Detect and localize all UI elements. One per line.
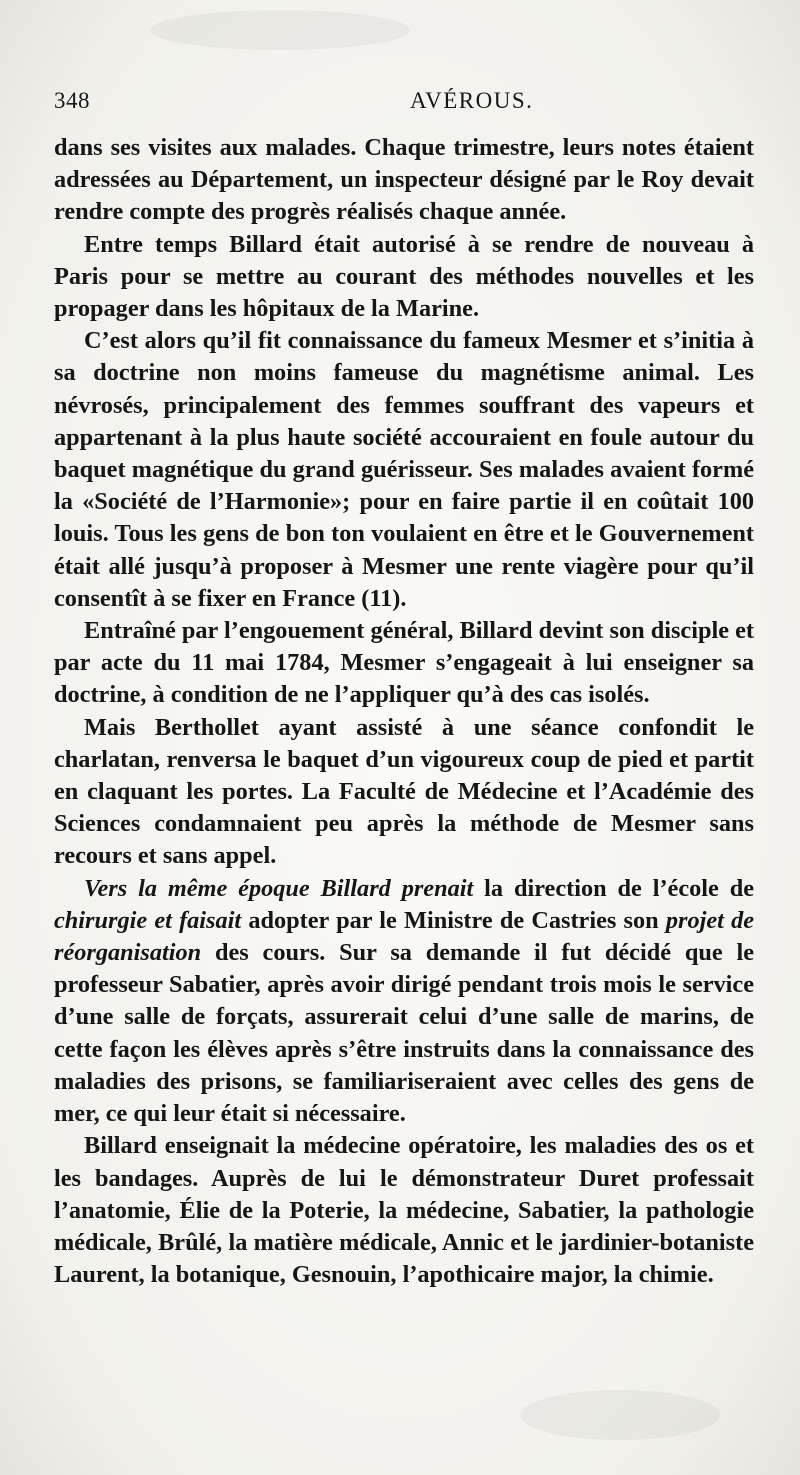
paragraph — [54, 229, 754, 326]
page-number: 348 — [54, 88, 90, 113]
paragraph — [54, 873, 754, 1131]
paragraph-text: dans ses visites aux malades. Chaque trimestre, leurs notes étaient adressées au Département, un inspecteur désigné par le Roy devait rendre compte des progrès réalisés chaque année. — [54, 134, 754, 226]
paragraph-text: des cours. Sur sa demande il fut décidé que le professeur Sabatier, après avoir dirigé pendant trois mois le service d’une salle de forçats, assurerait celui d’une salle de marins, de cette façon les élèves après s’être instruits dans la connaissance des maladies des prisons, se familiariseraient avec celles des gens de mer, ce qui leur était si nécessaire. — [54, 939, 754, 1128]
running-head: AVÉROUS. — [410, 88, 534, 113]
paper-stain — [150, 10, 410, 50]
body-text — [54, 132, 754, 1291]
paragraph-text: adopter par le Ministre de Castries son — [241, 906, 666, 934]
italic-text: chirurgie et faisait — [54, 906, 242, 934]
paragraph — [54, 712, 754, 873]
paper-stain — [520, 1390, 720, 1440]
paragraph — [54, 325, 754, 615]
paragraph — [54, 615, 754, 712]
paragraph-text: Entre temps Billard était autorisé à se rendre de nouveau à Paris pour se mettre au courant des méthodes nouvelles et les propager dans les hôpitaux de la Marine. — [54, 230, 754, 323]
italic-text: Vers la même époque Billard prenait — [84, 874, 474, 902]
paragraph-text: la direction de l’école de — [473, 874, 754, 902]
paragraph-text: C’est alors qu’il fit connaissance du fameux Mesmer et s’initia à sa doctrine non moins fameuse du magnétisme animal. Les névrosés, principalement des femmes souffrant des vapeurs et appartenant à la plus haute société accouraient en foule autour du baquet magnétique du grand guérisseur. Ses malades avaient formé la «Société de l’Harmonie»; pour en faire partie il en coûtait 100 louis. Tous les gens de bon ton voulaient en être et le Gouvernement était allé jusqu’à proposer à Mesmer une rente viagère pour qu’il consentît à se fixer en France (11). — [54, 327, 754, 612]
italic-text: projet de réorganisation — [54, 906, 755, 967]
paragraph-text: Entraîné par l’engouement général, Billard devint son disciple et par acte du 11 mai 1784, Mesmer s’engageait à lui enseigner sa doctrine, à condition de ne l’appliquer qu’à des cas isolés. — [54, 617, 754, 709]
paragraph — [54, 1130, 754, 1291]
paragraph-text: Mais Berthollet ayant assisté à une séance confondit le charlatan, renversa le baquet d’un vigoureux coup de pied et partit en claquant les portes. La Faculté de Médecine et l’Académie des Sciences condamnaient peu après la méthode de Mesmer sans recours et sans appel. — [54, 713, 754, 870]
paragraph — [54, 132, 754, 229]
page-header — [54, 88, 754, 122]
paragraph-text: Billard enseignait la médecine opératoire, les maladies des os et les bandages. Auprès de lui le démonstrateur Duret professait l’anatomie, Élie de la Poterie, la médecine, Sabatier, la pathologie médicale, Brûlé, la matière médicale, Annic et le jardinier-botaniste Laurent, la botanique, Gesnouin, l’apothicaire major, la chimie. — [54, 1132, 754, 1289]
